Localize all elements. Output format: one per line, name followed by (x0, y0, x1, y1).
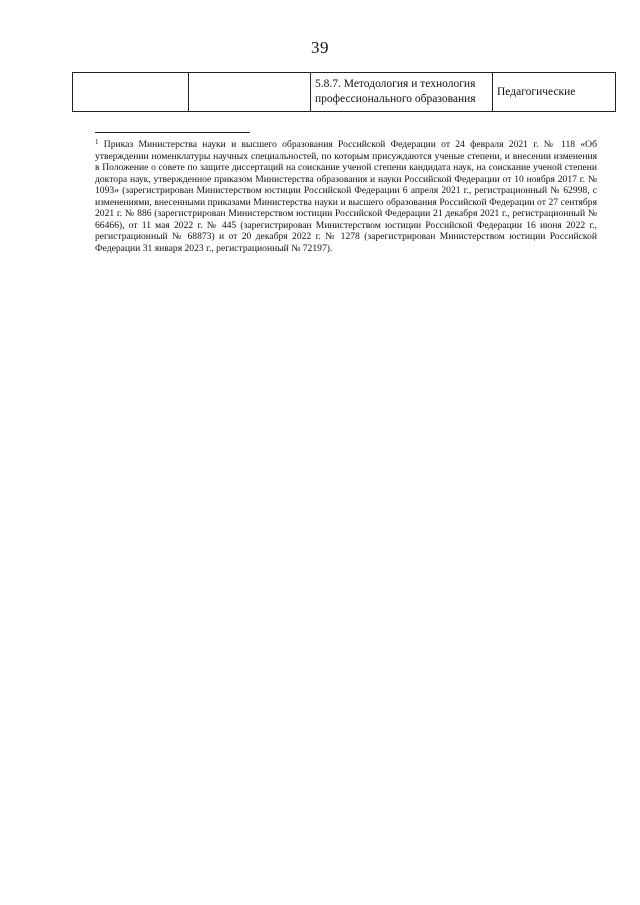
page-number: 39 (311, 38, 329, 57)
specialty-cell: 5.8.7. Методология и технология профессионального образования (311, 73, 493, 112)
footnote (95, 139, 597, 254)
footnote-marker: 1 (95, 138, 99, 146)
table-cell-empty-1 (73, 73, 189, 112)
specialties-table (72, 72, 616, 112)
footnote-separator (95, 132, 250, 133)
science-branch-cell: Педагогические (493, 73, 616, 112)
footnote-text: Приказ Министерства науки и высшего образования Российской Федерации от 24 февраля 2021 г. № 118 «Об утверждении номенклатуры научных специальностей, по которым присуждаются ученые степени, и внесении изменения в Положение о совете по защите диссертаций на соискание ученой степени кандидата наук, на соискание ученой степени доктора наук, утвержденное приказом Министерства образования и науки Российской Федерации от 10 ноября 2017 г. № 1093» (зарегистрирован Министерством юстиции Российской Федерации 6 апреля 2021 г., регистрационный № 62998, с изменениями, внесенными приказами Министерства науки и высшего образования Российской Федерации от 27 сентября 2021 г. № 886 (зарегистрирован Министерством юстиции Российской Федерации 21 декабря 2021 г., регистрационный № 66466), от 11 мая 2022 г. № 445 (зарегистрирован Министерством юстиции Российской Федерации 16 июня 2022 г., регистрационный № 68873) и от 20 декабря 2022 г. № 1278 (зарегистрирован Министерством юстиции Российской Федерации 31 января 2023 г., регистрационный № 72197). (95, 139, 597, 254)
table-cell-empty-2 (189, 73, 311, 112)
table-row (73, 73, 616, 112)
